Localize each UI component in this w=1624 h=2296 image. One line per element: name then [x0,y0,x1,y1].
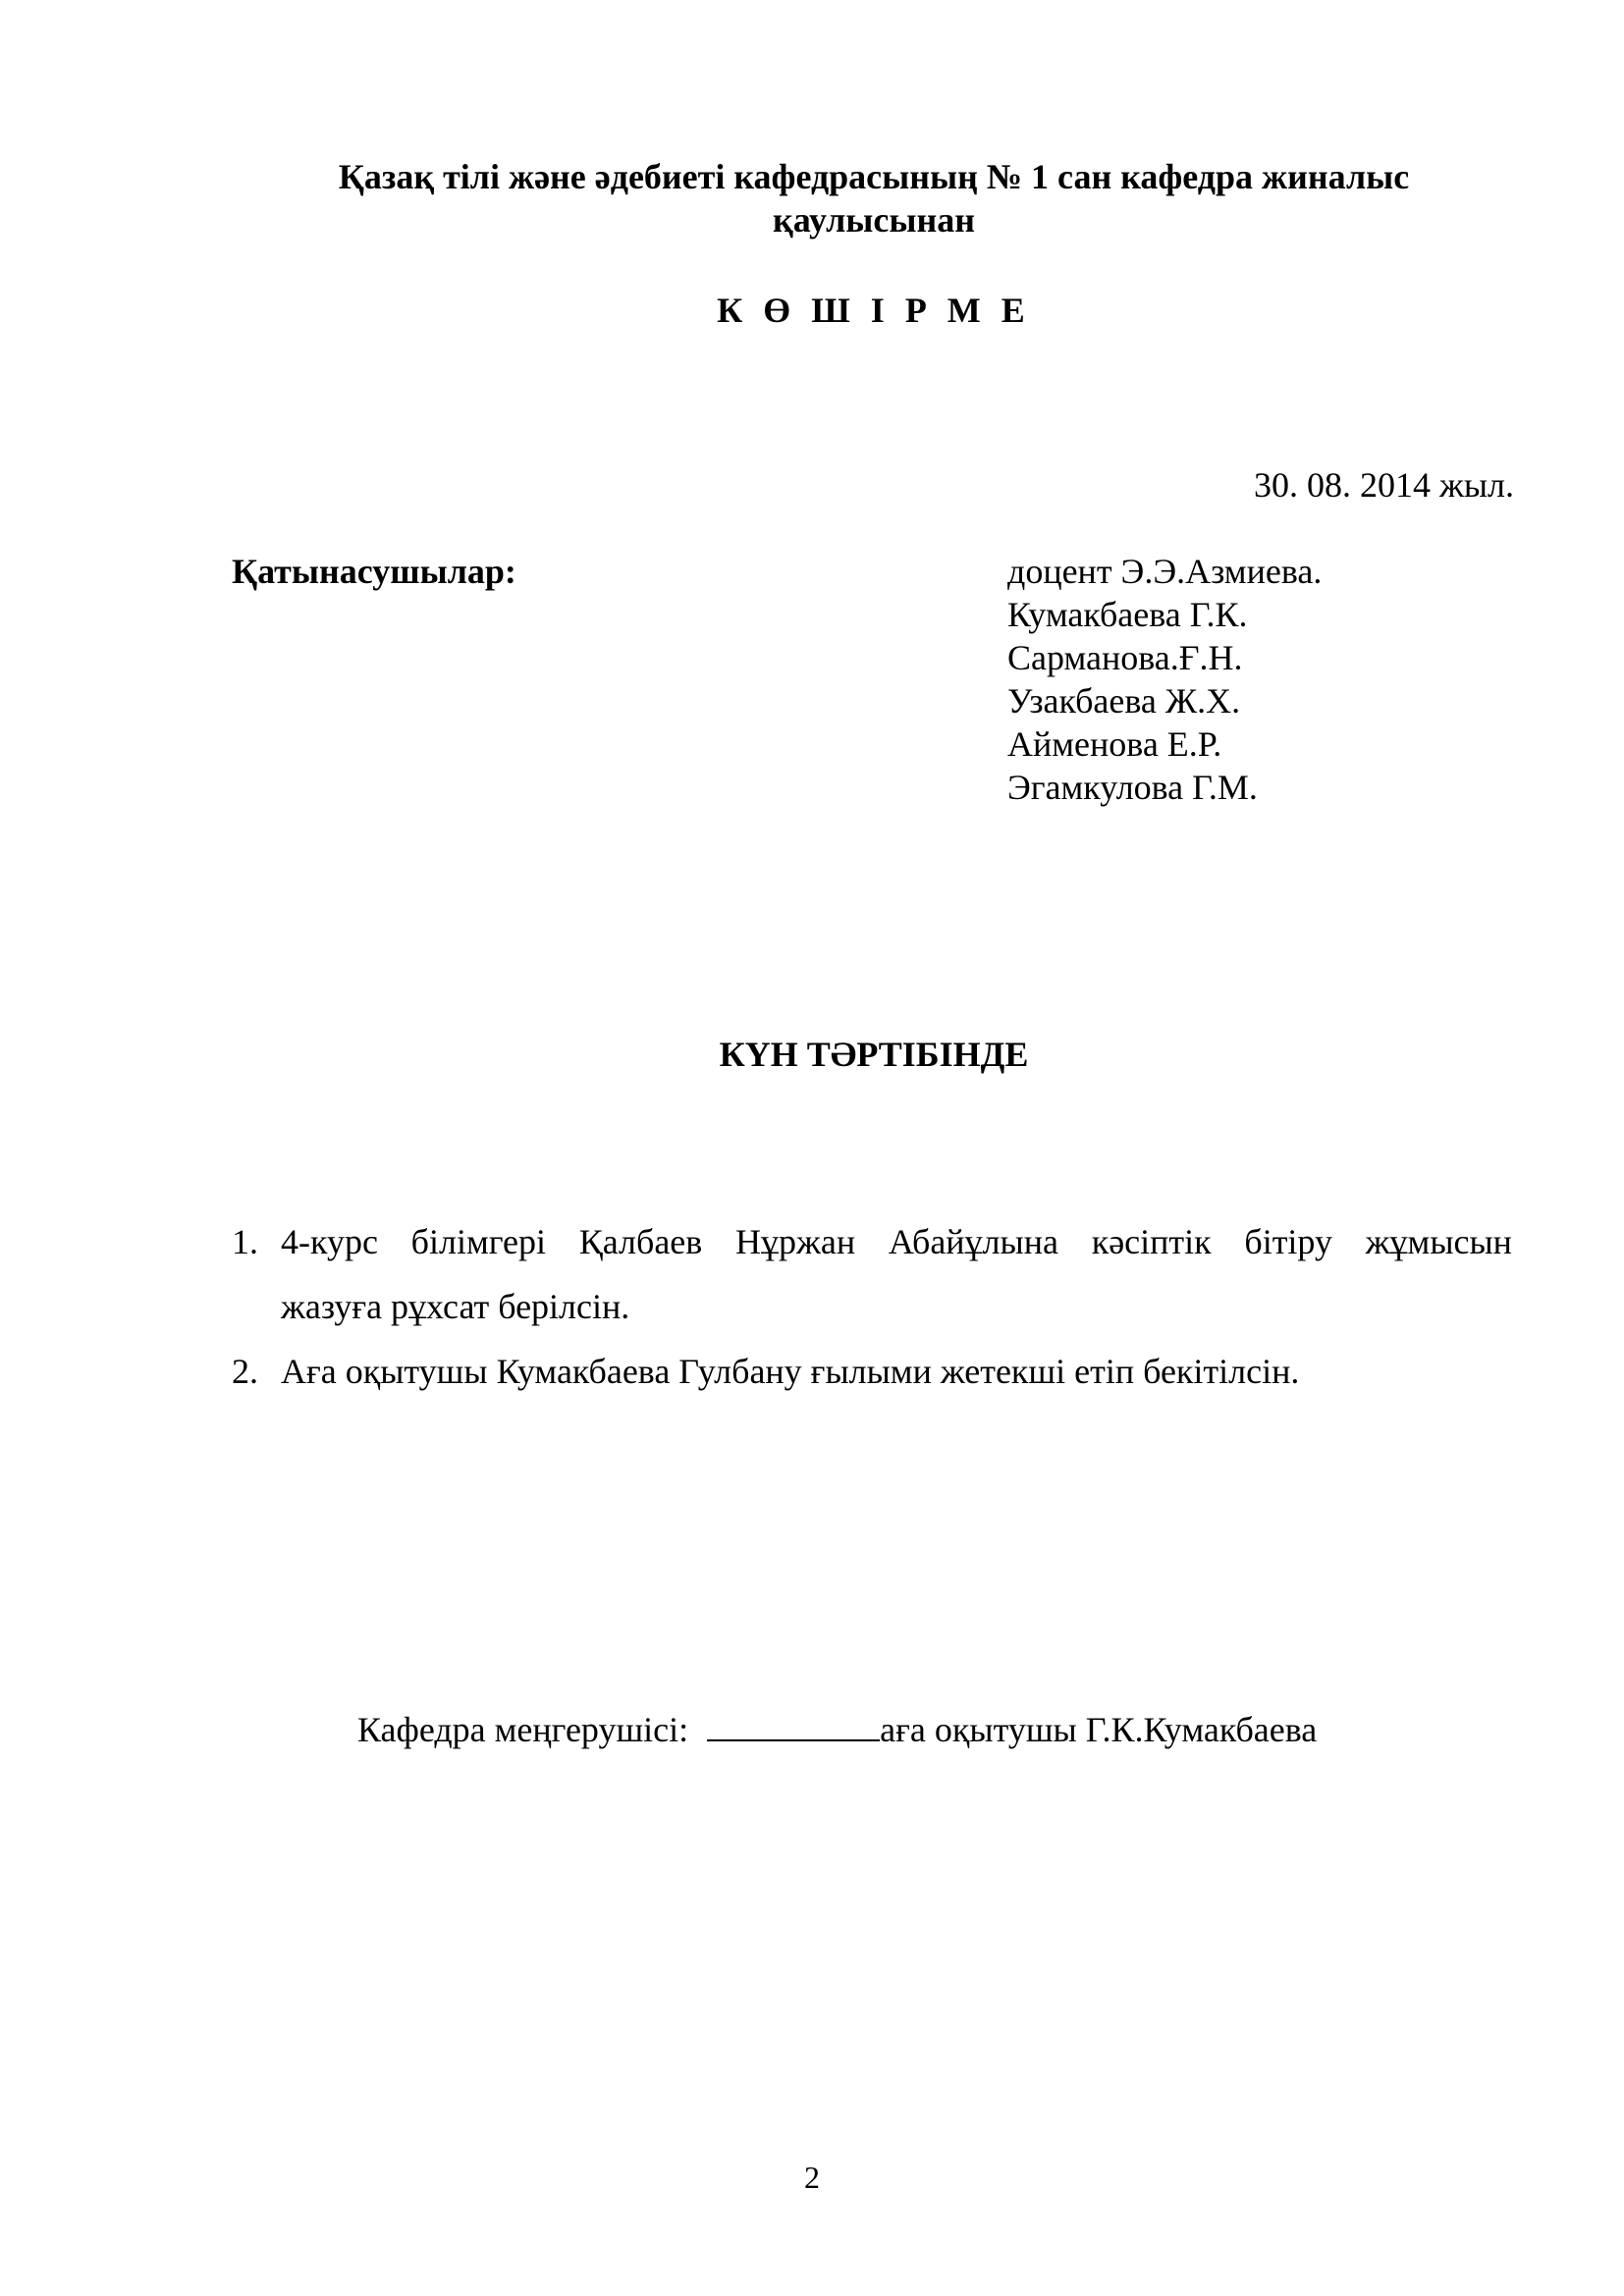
agenda-word: Абайұлына [888,1222,1058,1261]
agenda-word: бітіру [1244,1222,1332,1261]
participants-label: Қатынасушылар: [232,552,516,591]
agenda-word: кәсіптік [1091,1222,1212,1261]
document-title [236,155,1512,241]
agenda-item [232,1339,1512,1404]
agenda-word: білімгері [410,1222,547,1261]
title-line-1: Қазақ тілі және әдебиеті кафедрасының № 1 сан кафедра жиналыс [338,157,1410,196]
participant-name: Кумакбаева Г.К. [1007,595,1248,634]
participant-name: Айменова Е.Р. [1007,724,1222,764]
document-date: 30. 08. 2014 жыл. [1253,465,1514,505]
agenda-word: Қалбаев [578,1222,703,1261]
participants-list [1007,550,1322,809]
agenda-word: жұмысын [1365,1222,1512,1261]
agenda-heading: КҮН ТӘРТІБІНДЕ [719,1035,1029,1074]
signature-block [357,1708,1317,1751]
title-line-2: қаулысынан [773,200,975,240]
signatory-name: аға оқытушы Г.К.Кумакбаева [880,1710,1318,1749]
copy-heading: К Ө Ш І Р М Е [717,291,1031,330]
agenda-item-text: Аға оқытушы Кумакбаева Гулбану ғылыми жетекші етіп бекітілсін. [281,1352,1300,1391]
signature-line [707,1710,880,1741]
participant-name: Эгамкулова Г.М. [1007,768,1258,807]
participant-name: доцент Э.Э.Азмиева. [1007,552,1323,591]
participant-name: Узакбаева Ж.Х. [1007,681,1241,721]
agenda-word: Нұржан [735,1222,856,1261]
agenda-item [232,1209,1512,1339]
agenda-item-line: жазуға рұхсат берілсін. [281,1287,630,1326]
page-number: 2 [804,2160,820,2195]
agenda-item-number: 2. [232,1352,258,1391]
signature-label: Кафедра меңгерушісі: [357,1710,689,1749]
agenda-item-line [281,1209,1512,1274]
agenda-list [232,1209,1512,1404]
agenda-word: 4-курс [281,1222,378,1261]
agenda-item-number: 1. [232,1222,258,1261]
participant-name: Сарманова.Ғ.Н. [1007,638,1243,677]
